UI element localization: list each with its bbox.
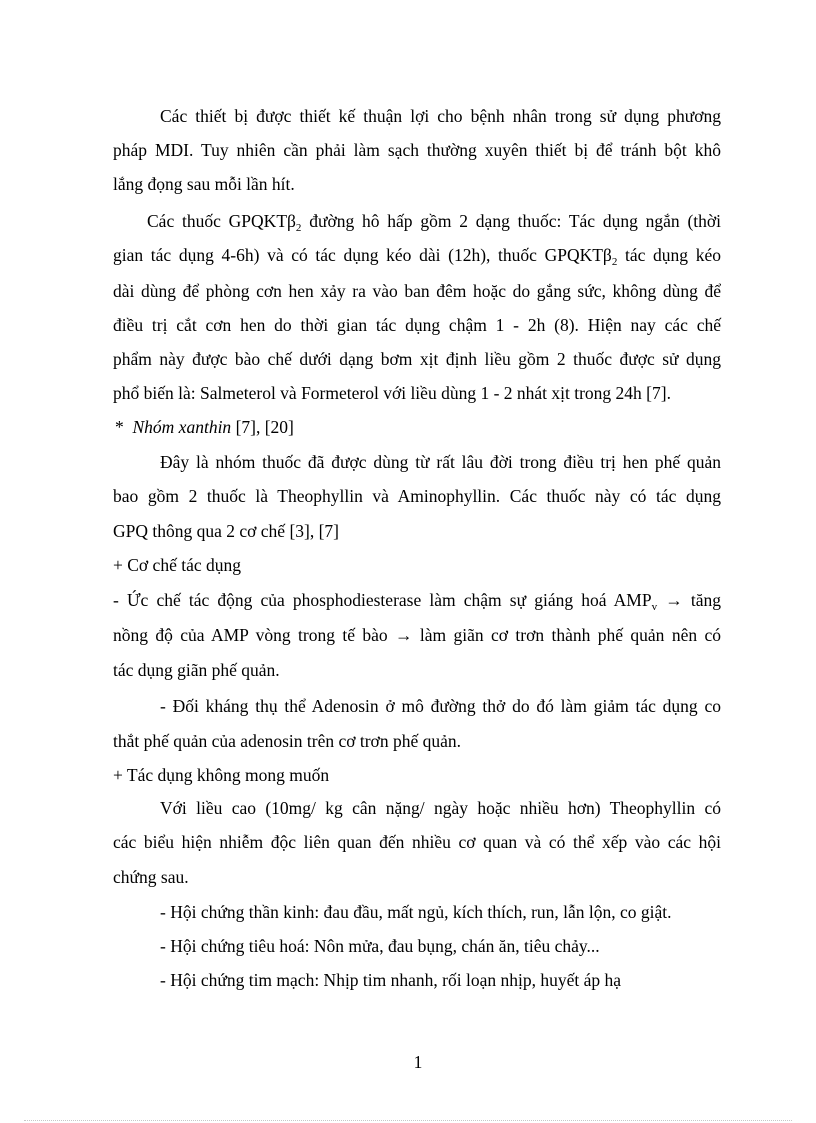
p3-line-3: GPQ thông qua 2 cơ chế [3], [7] [113,521,340,541]
xanthin-title: Nhóm xanthin [132,417,232,437]
p2-line-2-sub: 2 [611,256,618,268]
syndrome-cardio: - Hội chứng tim mạch: Nhịp tim nhanh, rối loạn nhịp, huyết áp hạ [160,970,621,990]
p3-line-1: Đây là nhóm thuốc đã được dùng từ rất lâu đời trong điều trị hen phế quản [160,452,721,472]
syndrome-neuro: - Hội chứng thần kinh: đau đầu, mất ngủ, kích thích, run, lẫn lộn, co giật. [160,902,672,922]
mech1-line-2: nồng độ của AMP vòng trong tế bào → làm giãn cơ trơn thành phế quản nên có [113,625,721,645]
mech2-line-1: - Đối kháng thụ thể Adenosin ở mô đường thở do đó làm giảm tác dụng co [160,696,721,716]
mech1-line-1 [113,590,721,613]
mechanism-heading: + Cơ chế tác dụng [113,555,241,575]
p2-line-1-b: đường hô hấp gồm 2 dạng thuốc: Tác dụng ngắn (thời [301,211,722,231]
mech1-line-1-a: - Ức chế tác động của phosphodiesterase làm chậm sự giáng hoá AMP [113,590,652,610]
p2-line-1-sub: 2 [295,222,302,234]
p2-line-1-a: Các thuốc GPQKTβ [147,211,296,231]
p3-line-2: bao gồm 2 thuốc là Theophyllin và Aminophyllin. Các thuốc này có tác dụng [113,486,721,506]
xanthin-refs: [7], [20] [231,417,294,437]
p4-line-3: chứng sau. [113,867,189,887]
p2-line-4: điều trị cắt cơn hen do thời gian tác dụng chậm 1 - 2h (8). Hiện nay các chế [113,315,721,335]
p2-line-2-b: tác dụng kéo [617,245,721,265]
p1-line-1: Các thiết bị được thiết kế thuận lợi cho bệnh nhân trong sử dụng phương [160,106,721,126]
syndrome-digestive: - Hội chứng tiêu hoá: Nôn mửa, đau bụng, chán ăn, tiêu chảy... [160,936,600,956]
p1-line-3: lắng đọng sau mỗi lần hít. [113,174,295,194]
page-bottom-divider [24,1120,792,1121]
p2-line-3: dài dùng để phòng cơn hen xảy ra vào ban đêm hoặc do gắng sức, không dùng để [113,281,721,301]
xanthin-heading [115,417,294,437]
p4-line-1: Với liều cao (10mg/ kg cân nặng/ ngày hoặc nhiều hơn) Theophyllin có [160,798,721,818]
mech1-line-1-sub: v [651,601,658,613]
xanthin-star: * [115,417,124,437]
mech1-line-1-b: → tăng [657,590,721,610]
mech1-line-3: tác dụng giãn phế quản. [113,660,280,680]
mech2-line-2: thắt phế quản của adenosin trên cơ trơn phế quản. [113,731,461,751]
p2-line-2-a: gian tác dụng 4-6h) và có tác dụng kéo dài (12h), thuốc GPQKTβ [113,245,612,265]
p2-line-2 [113,245,721,268]
p2-line-6: phổ biến là: Salmeterol và Formeterol với liều dùng 1 - 2 nhát xịt trong 24h [7]. [113,383,671,403]
p4-line-2: các biểu hiện nhiễm độc liên quan đến nhiều cơ quan và có thể xếp vào các hội [113,832,721,852]
p2-line-1 [147,211,722,234]
side-effects-heading: + Tác dụng không mong muốn [113,765,330,785]
p1-line-2: pháp MDI. Tuy nhiên cần phải làm sạch thường xuyên thiết bị để tránh bột khô [113,140,721,160]
p2-line-5: phẩm này được bào chế dưới dạng bơm xịt định liều gồm 2 thuốc được sử dụng [113,349,721,369]
page-number: 1 [413,1052,423,1072]
